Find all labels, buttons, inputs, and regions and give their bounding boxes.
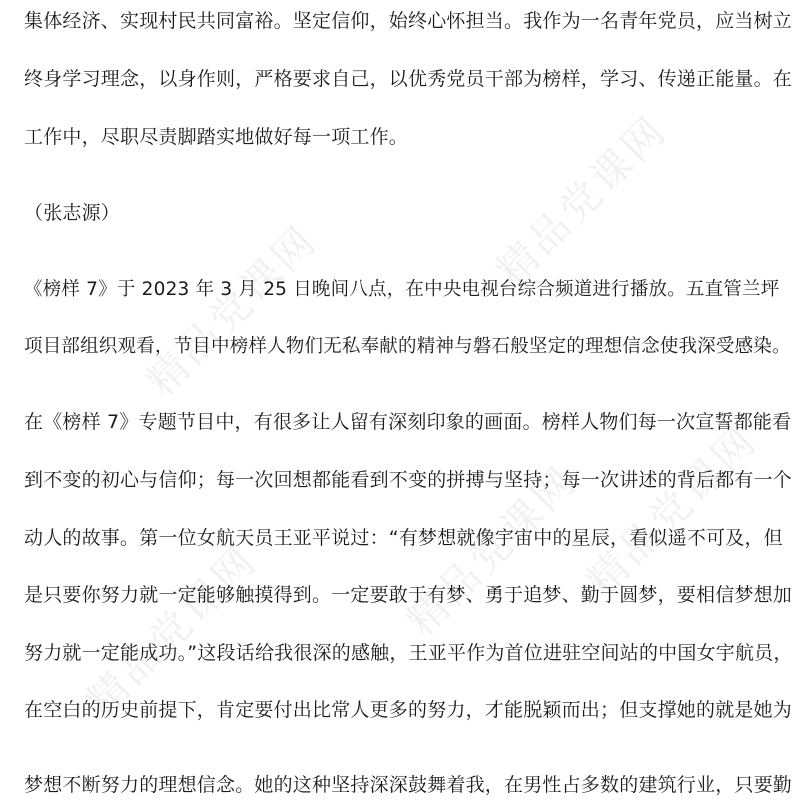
paragraph-line: 动人的故事。第一位女航天员王亚平说过：“有梦想就像宇宙中的星辰，看似遥不可及，但 (24, 527, 783, 549)
paragraph-line: 在《榜样 7》专题节目中，有很多让人留有深刻印象的画面。榜样人物们每一次宣誓都能看 (24, 411, 792, 433)
paragraph-line: 工作中，尽职尽责脚踏实地做好每一项工作。 (24, 126, 409, 148)
paragraph-line: 终身学习理念，以身作则，严格要求自己，以优秀党员干部为榜样，学习、传递正能量。在 (24, 68, 793, 90)
paragraph-line: 到不变的初心与信仰；每一次回想都能看到不变的拼搏与坚持；每一次讲述的背后都有一个 (24, 469, 793, 491)
watermark: 精品党课网 (138, 216, 327, 406)
watermark: 精品党课网 (78, 536, 267, 726)
paragraph-line: 在空白的历史前提下，肯定要付出比常人更多的努力，才能脱颖而出；但支撑她的就是她为 (24, 699, 793, 721)
watermark: 精品党课网 (488, 106, 677, 296)
paragraph-line: 集体经济、实现村民共同富裕。坚定信仰，始终心怀担当。我作为一名青年党员，应当树立 (24, 10, 793, 32)
paragraph-line: 努力就一定能成功。”这段话给我很深的感触，王亚平作为首位进驻空间站的中国女宇航员， (24, 642, 793, 664)
paragraph-line: 项目部组织观看，节目中榜样人物们无私奉献的精神与磐石般坚定的理想信念使我深受感染。 (24, 336, 791, 357)
watermark: 精品党课网 (398, 456, 587, 646)
author-attribution: （张志源） (24, 202, 121, 224)
paragraph-line: 《榜样 7》于 2023 年 3 月 25 日晚间八点，在中央电视台综合频道进行播放。五直管兰坪 (24, 279, 780, 300)
watermark: 精品党课网 (578, 416, 767, 606)
paragraph-line: 是只要你努力就一定能够触摸得到。一定要敢于有梦、勇于追梦、勤于圆梦，要相信梦想加 (24, 584, 793, 606)
paragraph-line: 梦想不断努力的理想信念。她的这种坚持深深鼓舞着我，在男性占多数的建筑行业，只要勤 (24, 774, 793, 796)
